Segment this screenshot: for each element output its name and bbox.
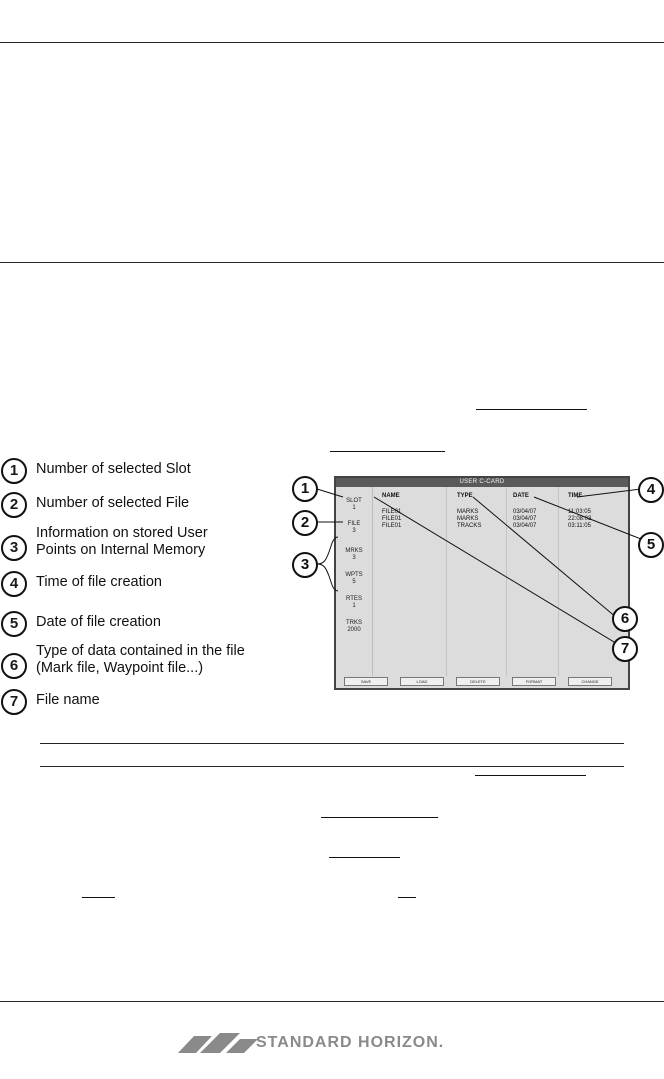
callout-4: 4 <box>638 477 664 503</box>
legend-text: Information on stored User <box>36 525 208 541</box>
delete-button[interactable]: DELETE <box>456 677 500 686</box>
time-header: TIME <box>568 493 583 499</box>
change-button[interactable]: CHANGE <box>568 677 612 686</box>
file-value: 3 <box>352 528 356 534</box>
callout-5: 5 <box>638 532 664 558</box>
legend-text: Date of file creation <box>36 614 161 630</box>
type-header: TYPE <box>457 493 473 499</box>
rtes-value: 1 <box>352 603 356 609</box>
file-name: FILE01 <box>382 509 402 515</box>
number-badge: 3 <box>1 535 27 561</box>
file-time: 11:03:05 <box>568 509 591 515</box>
number-badge: 2 <box>1 492 27 518</box>
file-label: FILE <box>347 521 361 527</box>
number-badge: 5 <box>1 611 27 637</box>
file-type: MARKS <box>457 516 479 522</box>
file-name: FILE01 <box>382 516 402 522</box>
underline-7 <box>398 897 416 898</box>
leader-5 <box>534 497 641 539</box>
callout-6: 6 <box>612 606 638 632</box>
file-date: 03/04/07 <box>513 523 537 529</box>
leader-4 <box>577 489 641 497</box>
leader-3 <box>317 537 338 564</box>
file-type: TRACKS <box>457 523 482 529</box>
brand-name: STANDARD HORIZON. <box>256 1034 445 1051</box>
mrks-label: MRKS <box>345 548 363 554</box>
slot-label: SLOT <box>346 498 362 504</box>
callout-2: 2 <box>292 510 318 536</box>
screen-title: USER C-CARD <box>336 478 628 487</box>
underline-3 <box>475 775 586 776</box>
load-button[interactable]: LOAD <box>400 677 444 686</box>
leader-3b <box>317 564 338 591</box>
underline-6 <box>82 897 115 898</box>
trks-value: 2000 <box>347 627 361 633</box>
table-rule-1 <box>40 743 624 744</box>
save-button[interactable]: SAVE <box>344 677 388 686</box>
legend-text: (Mark file, Waypoint file...) <box>36 660 204 676</box>
underline-5 <box>329 857 400 858</box>
number-badge: 7 <box>1 689 27 715</box>
leader-1 <box>317 489 343 497</box>
legend-text: File name <box>36 692 100 708</box>
legend-text: Time of file creation <box>36 574 162 590</box>
legend-text: Number of selected Slot <box>36 461 191 477</box>
name-header: NAME <box>382 493 400 499</box>
leader-7 <box>374 497 624 648</box>
rtes-label: RTES <box>346 596 362 602</box>
callout-7: 7 <box>612 636 638 662</box>
number-badge: 4 <box>1 571 27 597</box>
underline-4 <box>321 817 438 818</box>
legend-text: Number of selected File <box>36 495 190 511</box>
file-type: MARKS <box>457 509 479 515</box>
file-time: 03:11:05 <box>568 523 591 529</box>
format-button[interactable]: FORMAT <box>512 677 556 686</box>
callout-3: 3 <box>292 552 318 578</box>
mrks-value: 3 <box>352 555 356 561</box>
wpts-value: 5 <box>352 579 356 585</box>
file-date: 03/04/07 <box>513 509 537 515</box>
legend-text: Type of data contained in the file <box>36 643 245 659</box>
wpts-label: WPTS <box>345 572 363 578</box>
number-badge: 1 <box>1 458 27 484</box>
slot-value: 1 <box>352 505 356 511</box>
date-header: DATE <box>513 493 529 499</box>
file-time: 22:08:03 <box>568 516 592 522</box>
trks-label: TRKS <box>345 620 362 626</box>
file-date: 03/04/07 <box>513 516 537 522</box>
bottom-rule <box>0 1001 664 1002</box>
file-name: FILE01 <box>382 523 402 529</box>
callout-1: 1 <box>292 476 318 502</box>
legend-text: Points on Internal Memory <box>36 542 206 558</box>
number-badge: 6 <box>1 653 27 679</box>
table-rule-2 <box>40 766 624 767</box>
